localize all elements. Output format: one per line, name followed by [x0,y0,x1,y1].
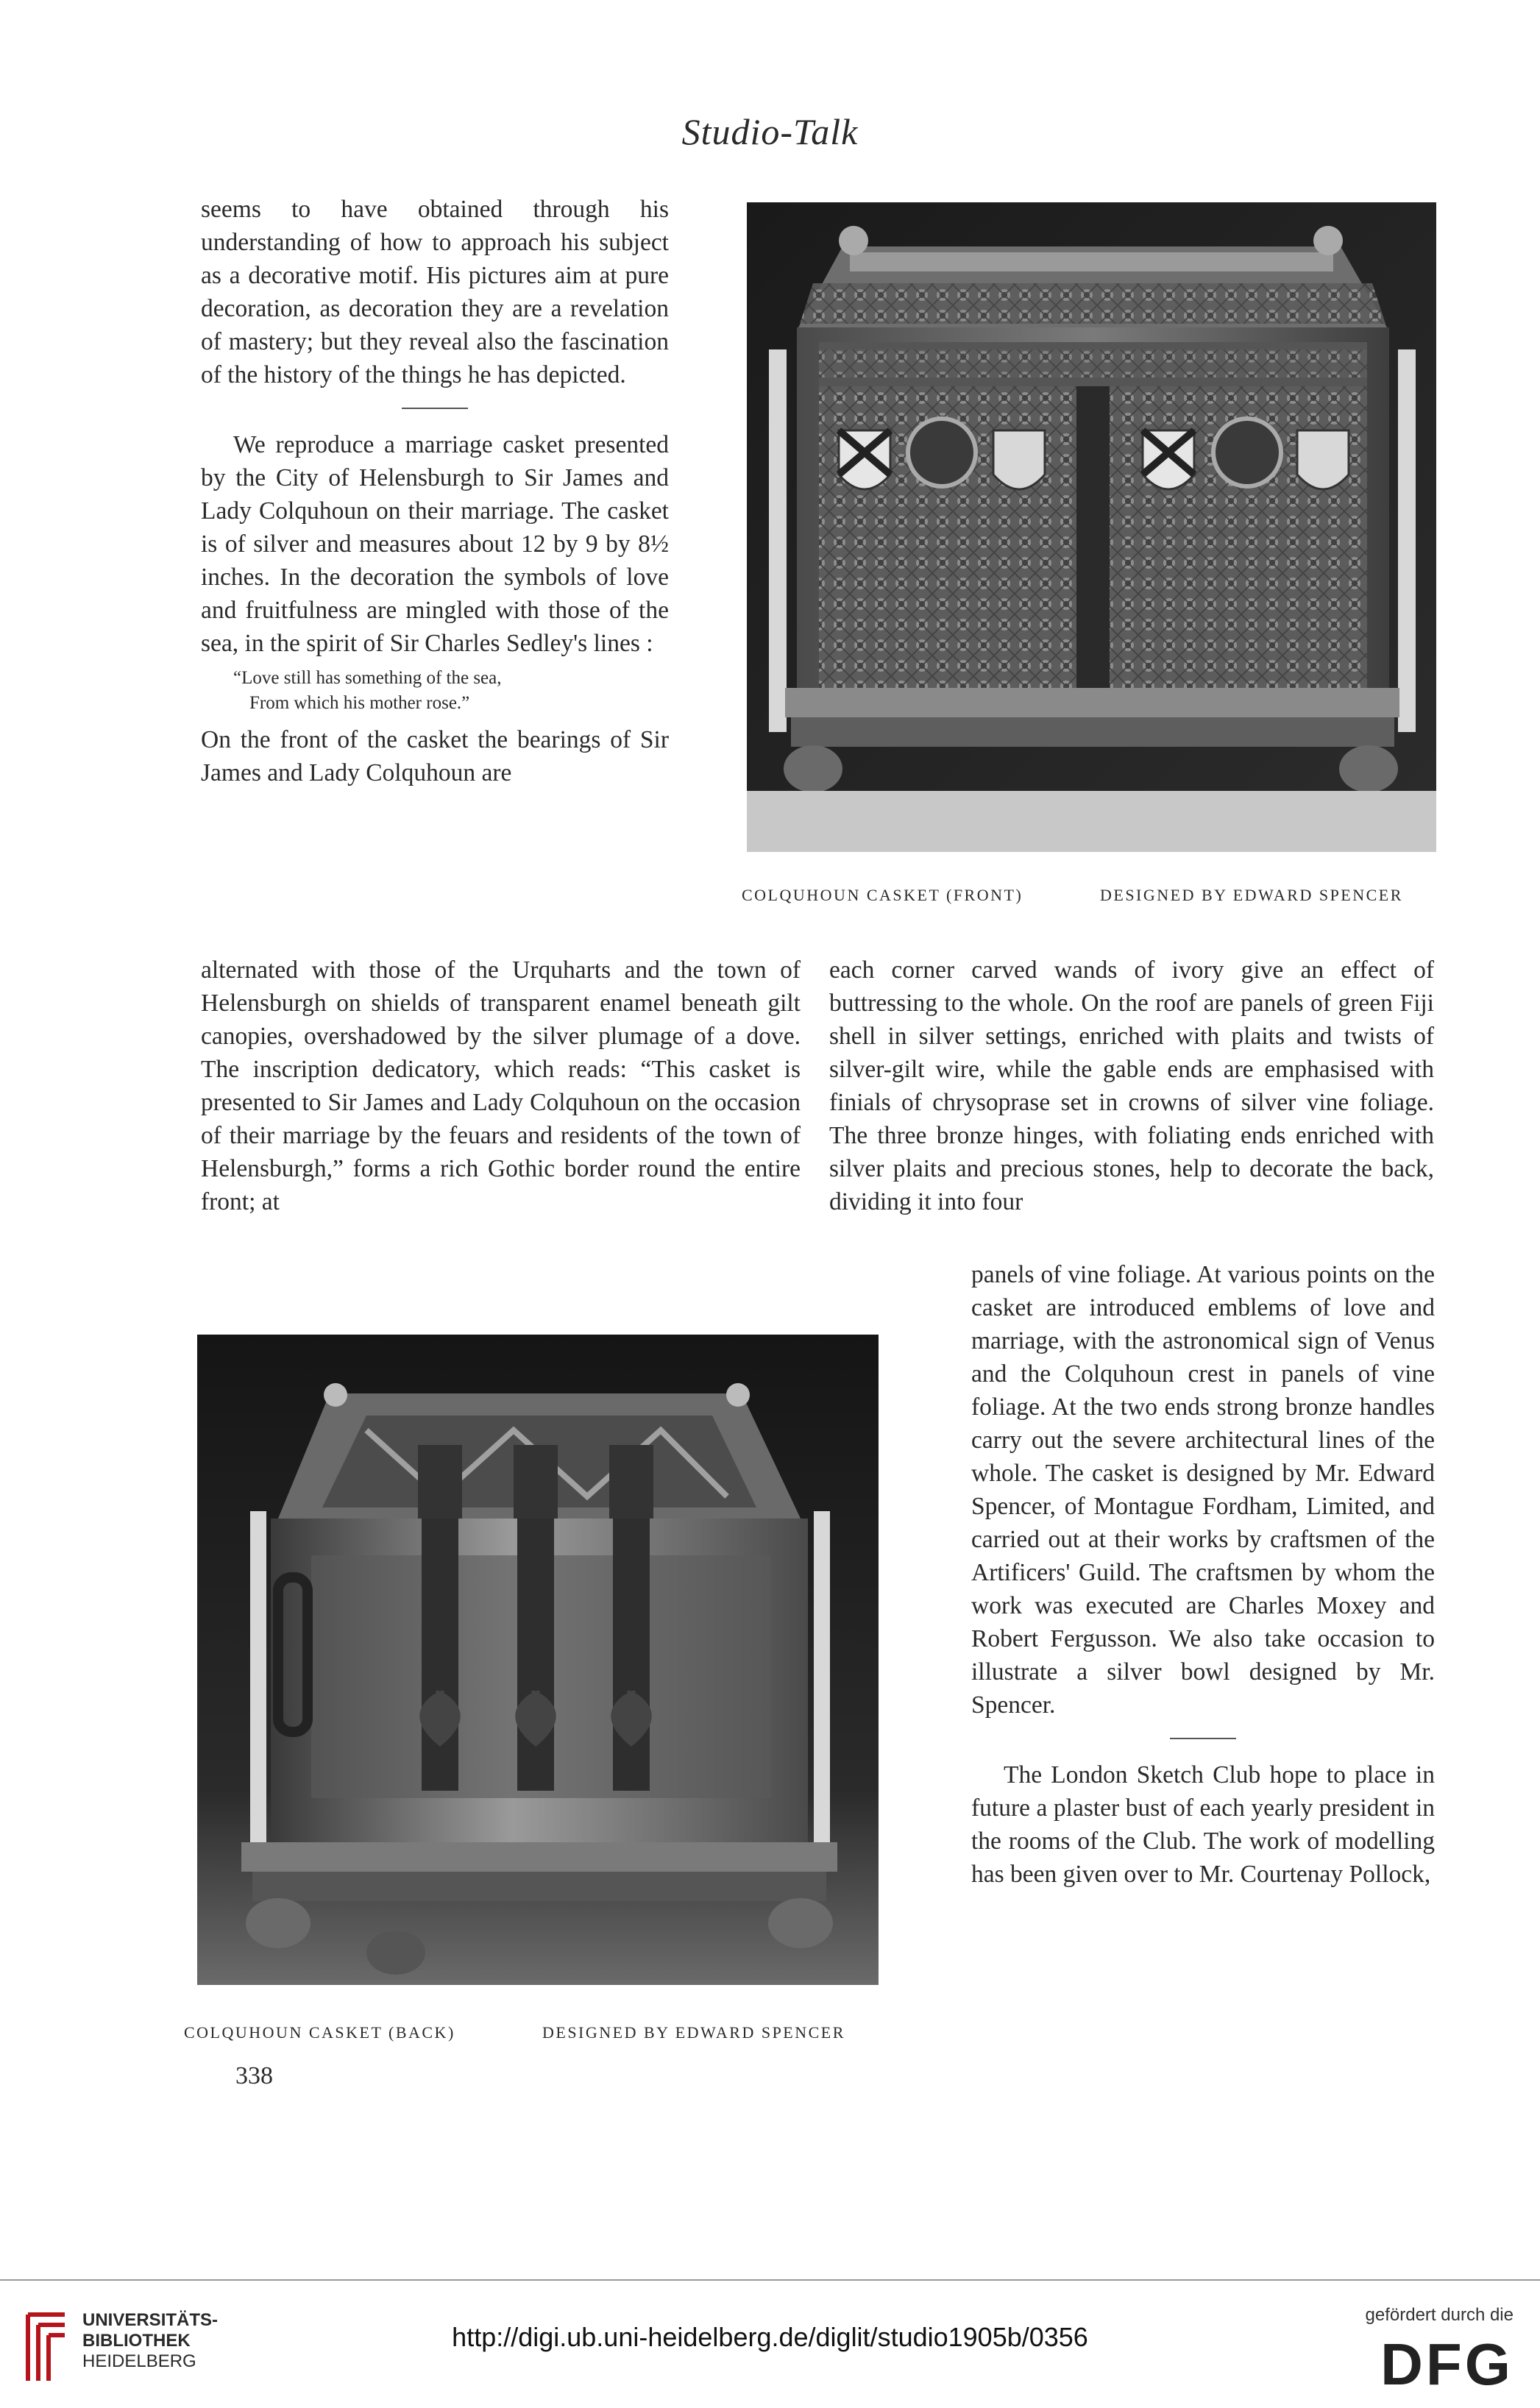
quote-line: From which his mother rose.” [249,693,470,713]
page-number: 338 [235,2062,273,2089]
casket-back-image [197,1335,879,1985]
paragraph: seems to have obtained through his understanding of how to approach his subject as a decorative motif. His pictures aim at pure decoration, as decoration they are a revelation of mastery; but they reveal also the fascination of the history of the things he has depicted. [201,196,669,388]
dfg-logo: DFG [1380,2331,1514,2397]
section-divider [1170,1738,1236,1739]
paragraph: The London Sketch Club hope to place in future a plaster bust of each yearly president in the rooms of the Club. The work of modelling has been given over to Mr. Courtenay Pollock, [971,1761,1435,1888]
section-divider [402,408,468,409]
paragraph: panels of vine foliage. At various points on the casket are introduced emblems of love and marriage, with the astronomical sign of Venus and the Colquhoun crest in panels of vine foliage. At the two ends strong bronze handles carry out the severe architectural lines of the whole. The casket is designed by Mr. Edward Spencer, of Montague Fordham, Limited, and carried out at their works by craftsmen of the Artificers' Guild. The craftsmen by whom the work was executed are Charles Moxey and Robert Fergusson. We also take occasion to illustrate a silver bowl designed by Mr. Spencer. [971,1261,1435,1719]
casket-back-photo [197,1335,879,1985]
figure-caption-front-left: COLQUHOUN CASKET (FRONT) [742,886,1023,904]
body-column-left [201,953,801,1218]
verse-quote [201,666,669,716]
library-name: UNIVERSITÄTS- BIBLIOTHEK HEIDELBERG [82,2310,219,2371]
paragraph: We reproduce a marriage casket presented by the City of Helensburgh to Sir James and Lady Colquhoun on their marriage. The casket is of silver and measures about 12 by 9 by 8½ inches. In the decoration the symbols of love and fruitfulness are mingled with those of the sea, in the spirit of Sir Charles Sedley's lines : [201,431,669,657]
paragraph: On the front of the casket the bearings of Sir James and Lady Colquhoun are [201,726,669,786]
casket-front-image [747,202,1436,852]
left-column [201,193,669,789]
casket-front-photo [747,202,1436,852]
source-url-link[interactable]: http://digi.ub.uni-heidelberg.de/diglit/studio1905b/0356 [452,2322,1088,2352]
paragraph: each corner carved wands of ivory give an effect of buttressing to the whole. On the roof are panels of green Fiji shell in silver settings, enriched with plaits and twists of silver-gilt wire, while the gable ends are emphasised with finials of chrysoprase set in crowns of silver vine foliage. The three bronze hinges, with foliating ends enriched with silver plaits and precious stones, help to decorate the back, dividing it into four [829,956,1434,1215]
quote-line: “Love still has something of the sea, [233,668,502,688]
figure-caption-back-left: COLQUHOUN CASKET (BACK) [184,2023,455,2042]
right-lower-column [971,1258,1435,1891]
running-title: Studio-Talk [681,111,859,152]
figure-caption-front-right: DESIGNED BY EDWARD SPENCER [1100,886,1403,904]
funding-note: gefördert durch die [1365,2305,1514,2325]
paragraph: alternated with those of the Urquharts and the town of Helensburgh on shields of transparent enamel beneath gilt canopies, overshadowed by the silver plumage of a dove. The inscription dedicatory, which reads: “This casket is presented to Sir James and Lady Colquhoun on the occasion of their marriage by the feuars and residents of the town of Helensburgh,” forms a rich Gothic border round the entire front; at [201,956,801,1215]
figure-caption-back-right: DESIGNED BY EDWARD SPENCER [542,2023,845,2042]
body-column-right [829,953,1434,1218]
